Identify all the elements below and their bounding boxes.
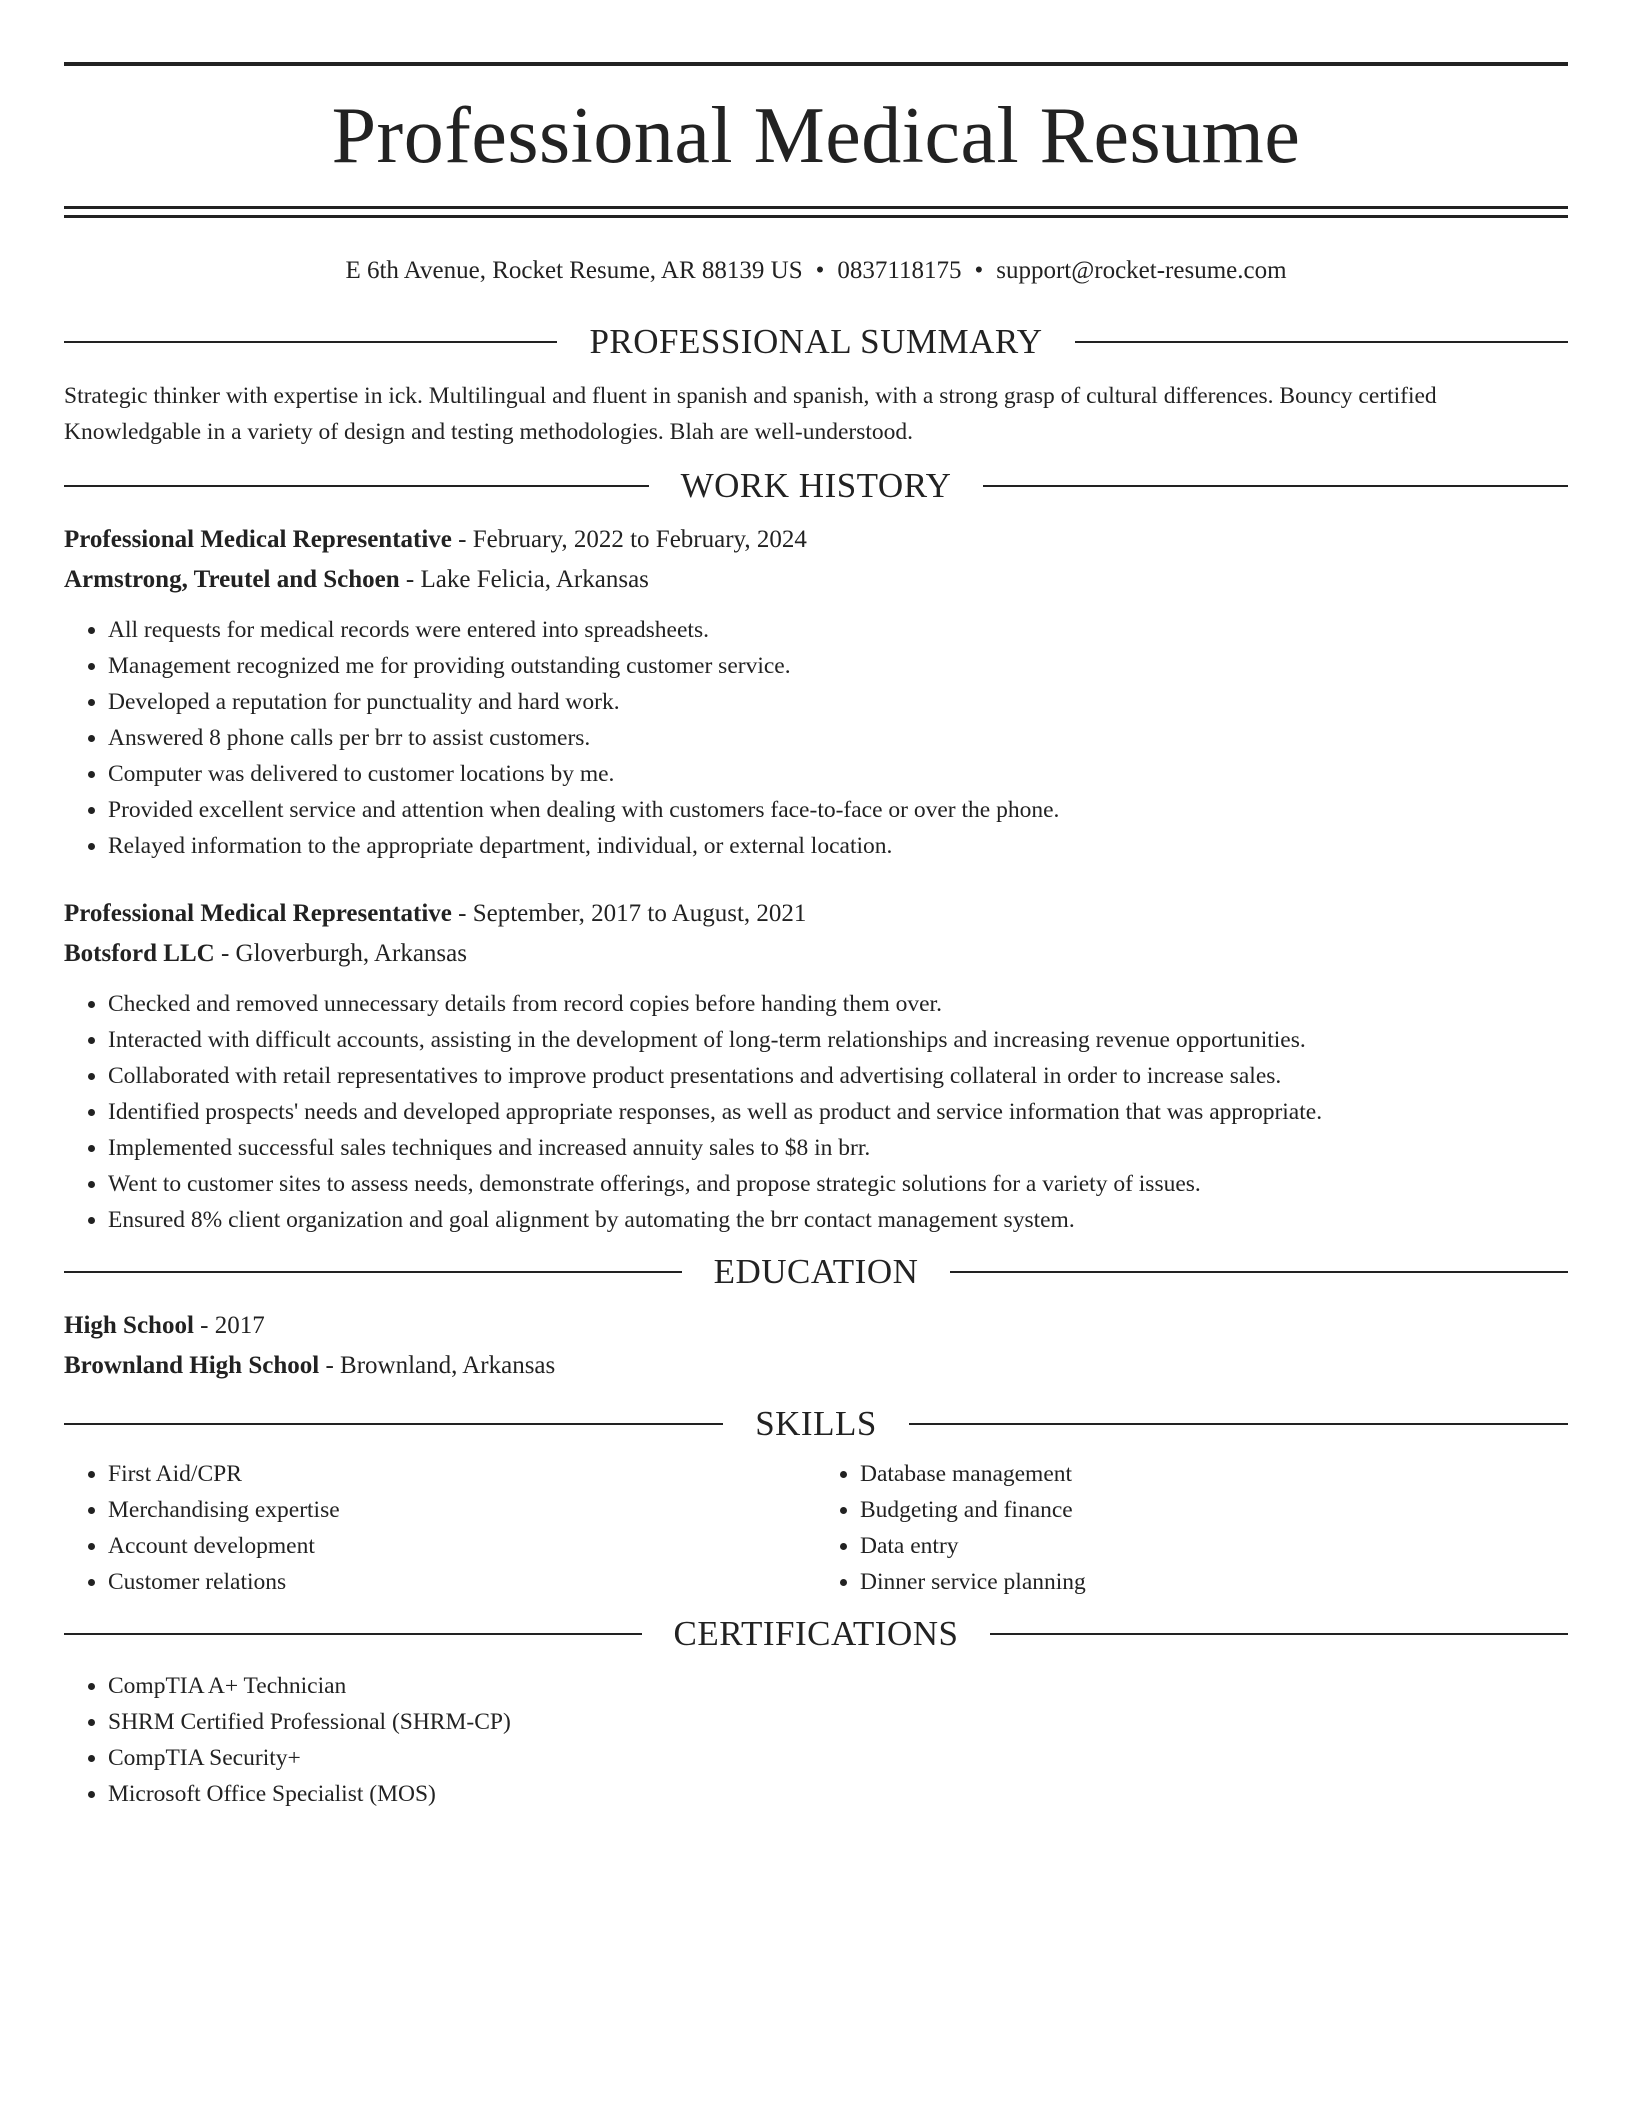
job-company-line (64, 934, 1568, 974)
list-item: • Developed a reputation for punctuality and hard work. (108, 684, 1568, 720)
certification-item: • Microsoft Office Specialist (MOS) (108, 1776, 1568, 1812)
heading-rule-right (990, 1633, 1568, 1635)
job-title: Professional Medical Representative (64, 900, 452, 927)
skills-column-right (816, 1456, 1568, 1600)
education-degree: High School (64, 1312, 194, 1339)
skill-item: • Merchandising expertise (108, 1492, 816, 1528)
list-item: • Answered 8 phone calls per brr to assist customers. (108, 720, 1568, 756)
list-item: • Computer was delivered to customer locations by me. (108, 756, 1568, 792)
skills-grid (64, 1456, 1568, 1600)
section-title: SKILLS (755, 1404, 877, 1443)
list-item: • Relayed information to the appropriate department, individual, or external location. (108, 828, 1568, 864)
skill-item: • Account development (108, 1528, 816, 1564)
job-title-line (64, 894, 1568, 934)
job-title: Professional Medical Representative (64, 526, 452, 553)
section-heading-education (64, 1252, 1568, 1292)
contact-separator: • (974, 257, 984, 284)
heading-rule-right (1075, 341, 1568, 343)
education-year: - 2017 (193, 1312, 265, 1339)
education-school-line (64, 1346, 1568, 1386)
heading-rule-left (64, 1271, 682, 1273)
list-item: • All requests for medical records were entered into spreadsheets. (108, 612, 1568, 648)
job-bullets (64, 986, 1568, 1238)
job-title-line (64, 520, 1568, 560)
heading-rule-left (64, 1633, 642, 1635)
certification-item: • CompTIA Security+ (108, 1740, 1568, 1776)
job-bullets (64, 612, 1568, 864)
skill-item: • Customer relations (108, 1564, 816, 1600)
section-heading-skills (64, 1404, 1568, 1444)
job-location: - Gloverburgh, Arkansas (214, 940, 467, 967)
section-title: PROFESSIONAL SUMMARY (589, 322, 1043, 361)
summary-text: Strategic thinker with expertise in ick. Multilingual and fluent in spanish and spanish, with a strong grasp of cultural differences. Bouncy certified Knowledgable in a variety of design and testing methodologies. Blah are well-understood. (64, 383, 1437, 445)
skill-item: • Dinner service planning (860, 1564, 1568, 1600)
contact-phone: 0837118175 (837, 257, 962, 284)
job-entry (64, 894, 1568, 1238)
list-item: • Collaborated with retail representatives to improve product presentations and advertising collateral in order to increase sales. (108, 1058, 1568, 1094)
list-item: • Provided excellent service and attention when dealing with customers face-to-face or over the phone. (108, 792, 1568, 828)
education-degree-line (64, 1306, 1568, 1346)
certification-item: • CompTIA A+ Technician (108, 1668, 1568, 1704)
section-title: WORK HISTORY (680, 466, 952, 505)
contact-line (64, 256, 1568, 286)
resume-title: Professional Medical Resume (331, 92, 1301, 180)
list-item: • Implemented successful sales techniques and increased annuity sales to $8 in brr. (108, 1130, 1568, 1166)
list-item: • Interacted with difficult accounts, assisting in the development of long-term relationships and increasing revenue opportunities. (108, 1022, 1568, 1058)
skills-column-left (64, 1456, 816, 1600)
list-item: • Went to customer sites to assess needs, demonstrate offerings, and propose strategic solutions for a variety of issues. (108, 1166, 1568, 1202)
section-heading-work-history (64, 466, 1568, 506)
section-title: EDUCATION (713, 1252, 919, 1291)
contact-address: E 6th Avenue, Rocket Resume, AR 88139 US (345, 257, 803, 284)
skill-item: • Data entry (860, 1528, 1568, 1564)
section-heading-summary (64, 322, 1568, 362)
list-item: • Checked and removed unnecessary details from record copies before handing them over. (108, 986, 1568, 1022)
contact-email: support@rocket-resume.com (996, 257, 1287, 284)
heading-rule-right (983, 485, 1568, 487)
contact-separator: • (815, 257, 825, 284)
job-dates: - September, 2017 to August, 2021 (451, 900, 807, 927)
certifications-list (64, 1668, 1568, 1812)
heading-rule-right (950, 1271, 1568, 1273)
job-dates: - February, 2022 to February, 2024 (451, 526, 807, 553)
skill-item: • First Aid/CPR (108, 1456, 816, 1492)
heading-rule-right (909, 1423, 1568, 1425)
heading-rule-left (64, 485, 649, 487)
list-item: • Management recognized me for providing outstanding customer service. (108, 648, 1568, 684)
top-rule (64, 62, 1568, 66)
title-double-rule (64, 206, 1568, 218)
job-company-line (64, 560, 1568, 600)
job-company: Botsford LLC (64, 940, 215, 967)
certification-item: • SHRM Certified Professional (SHRM-CP) (108, 1704, 1568, 1740)
education-school: Brownland High School (64, 1352, 320, 1379)
heading-rule-left (64, 1423, 723, 1425)
education-location: - Brownland, Arkansas (319, 1352, 556, 1379)
list-item: • Ensured 8% client organization and goal alignment by automating the brr contact management system. (108, 1202, 1568, 1238)
education-entry (64, 1306, 1568, 1386)
job-location: - Lake Felicia, Arkansas (399, 566, 649, 593)
section-title: CERTIFICATIONS (673, 1614, 959, 1653)
heading-rule-left (64, 341, 557, 343)
skill-item: • Database management (860, 1456, 1568, 1492)
job-entry (64, 520, 1568, 864)
job-company: Armstrong, Treutel and Schoen (64, 566, 400, 593)
list-item: • Identified prospects' needs and developed appropriate responses, as well as product and service information that was appropriate. (108, 1094, 1568, 1130)
section-heading-certifications (64, 1614, 1568, 1654)
skill-item: • Budgeting and finance (860, 1492, 1568, 1528)
